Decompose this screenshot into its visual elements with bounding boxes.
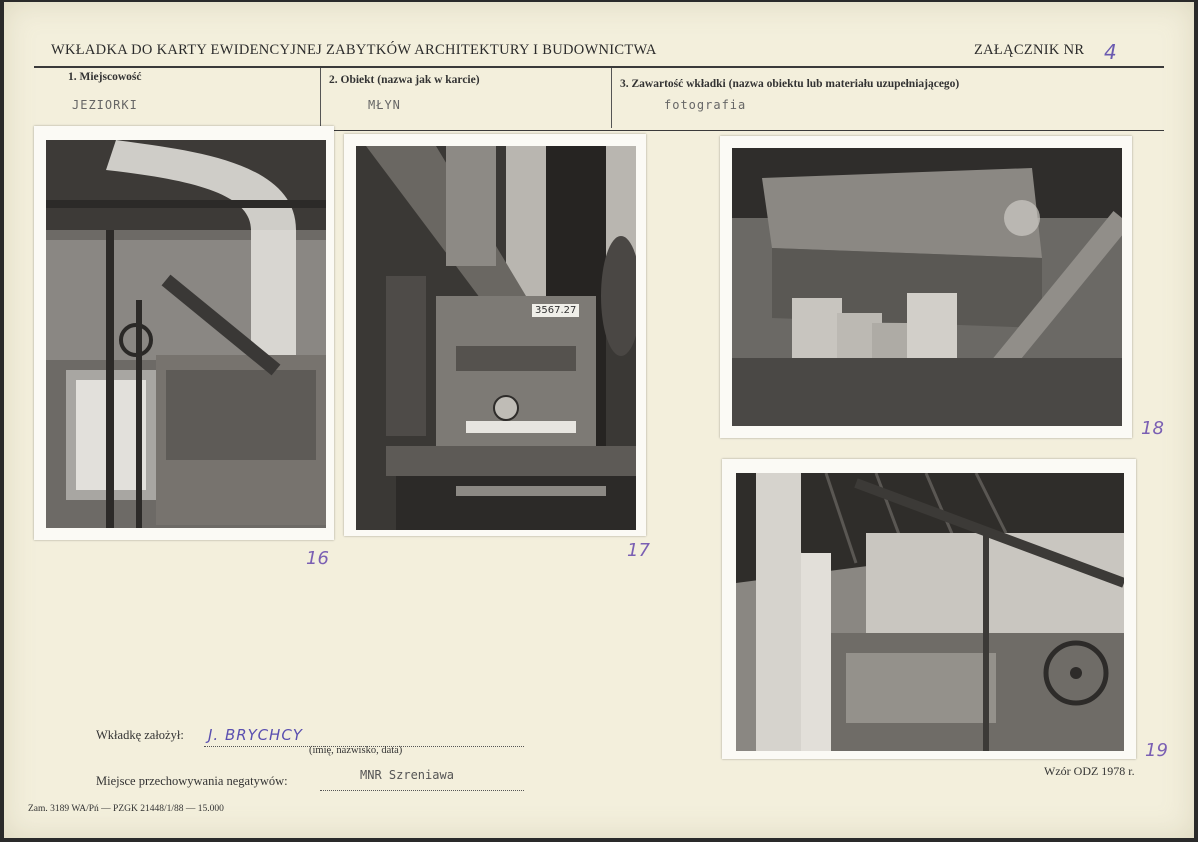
field-divider-1 xyxy=(320,68,321,128)
object-label: 2. Obiekt (nazwa jak w karcie) xyxy=(329,74,480,86)
photo-16 xyxy=(34,126,334,540)
photo-17-image xyxy=(356,146,636,530)
photo-17-tag: 3567.27 xyxy=(532,304,579,317)
created-by-value: J. BRYCHCY xyxy=(208,726,303,744)
field-divider-2 xyxy=(611,68,612,128)
created-by-label: Wkładkę założył: xyxy=(96,728,184,742)
photo-18-number: 18 xyxy=(1141,418,1164,439)
locality-value: JEZIORKI xyxy=(72,98,138,112)
annex-number: 4 xyxy=(1104,40,1117,64)
print-info: Zam. 3189 WA/Pń — PZGK 21448/1/88 — 15.000 xyxy=(28,804,224,814)
negatives-label: Miejsce przechowywania negatywów: xyxy=(96,774,288,788)
negatives-line xyxy=(320,790,524,791)
photo-19-number: 19 xyxy=(1145,740,1168,761)
created-by-hint: (imię, nazwisko, data) xyxy=(309,745,403,756)
header-rule xyxy=(34,66,1164,68)
locality-label: 1. Miejscowość xyxy=(68,71,142,83)
negatives-value: MNR Szreniawa xyxy=(360,768,454,782)
photo-18 xyxy=(720,136,1132,438)
photo-19 xyxy=(722,459,1136,759)
object-value: MŁYN xyxy=(368,98,401,112)
photo-16-number: 16 xyxy=(306,548,329,569)
document-sheet xyxy=(4,2,1194,838)
photo-17-number-label: 17 xyxy=(627,540,650,561)
form-id: Wzór ODZ 1978 r. xyxy=(1044,764,1135,778)
photo-17 xyxy=(344,134,646,536)
content-label: 3. Zawartość wkładki (nazwa obiektu lub materiału uzupełniającego) xyxy=(620,78,960,90)
photo-16-image xyxy=(46,140,326,528)
photo-19-image xyxy=(736,473,1124,751)
content-value: fotografia xyxy=(664,98,747,112)
document-title: WKŁADKA DO KARTY EWIDENCYJNEJ ZABYTKÓW ARCHITEKTURY I BUDOWNICTWA xyxy=(51,42,657,58)
photo-18-image xyxy=(732,148,1122,426)
annex-label: ZAŁĄCZNIK NR xyxy=(974,42,1085,58)
